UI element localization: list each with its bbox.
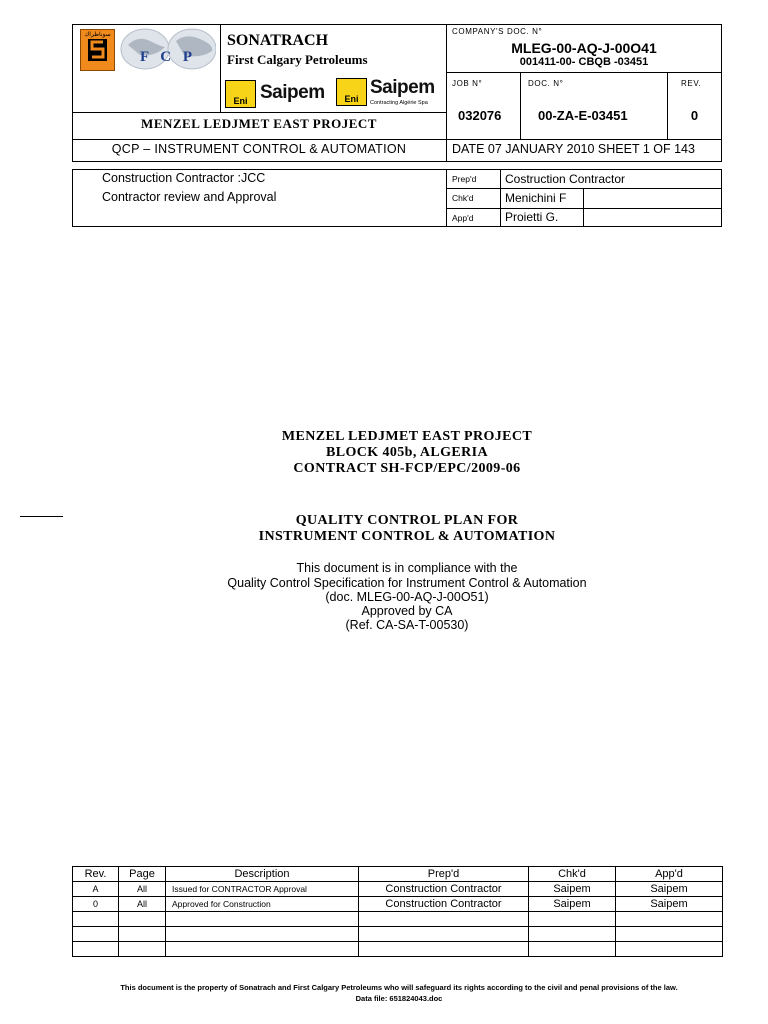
appd-cell — [616, 942, 723, 957]
prepd-value: Costruction Contractor — [505, 172, 626, 186]
compliance-4: Approved by CA — [361, 604, 453, 618]
table-row — [73, 897, 723, 912]
footer-file: Data file: 651824043.doc — [355, 994, 443, 1003]
doc-number: 00-ZA-E-03451 — [538, 108, 628, 123]
sonatrach-logo: سوناطراك — [80, 29, 115, 71]
table-row — [73, 942, 723, 957]
sonatrach-emblem-icon — [88, 39, 107, 61]
prepd-label: Prep'd — [452, 174, 477, 184]
fcp-logo: F C P — [120, 27, 216, 71]
table-row — [73, 912, 723, 927]
page-cell — [119, 912, 166, 927]
rev-cell — [73, 927, 119, 942]
saipem-subtitle: Contracting Algérie Spa — [370, 100, 428, 106]
company-subtitle: First Calgary Petroleums — [227, 52, 368, 67]
prepd-cell — [359, 912, 529, 927]
appd-value: Proietti G. — [505, 210, 559, 224]
footer-notice: This document is the property of Sonatrach and First Calgary Petroleums who will safeguard its rights according to the civil and penal provisions of the law. — [120, 983, 678, 992]
saipem-logo-2: Saipem — [370, 77, 435, 98]
eni-logo-2: Eni — [336, 78, 367, 106]
rev-cell: A — [73, 882, 119, 897]
table-row — [73, 882, 723, 897]
qcp-title: QCP – INSTRUMENT CONTROL & AUTOMATION — [111, 142, 407, 156]
page-cell — [119, 942, 166, 957]
prepd-cell: Construction Contractor — [359, 882, 529, 897]
header-description: Description — [166, 867, 359, 882]
appd-cell — [616, 912, 723, 927]
chkd-cell — [529, 912, 616, 927]
compliance-1: This document is in compliance with the — [296, 561, 518, 575]
job-label: JOB N° — [452, 79, 483, 88]
header-chkd: Chk'd — [529, 867, 616, 882]
appd-label: App'd — [452, 213, 474, 223]
rev-cell: 0 — [73, 897, 119, 912]
job-number: 032076 — [458, 108, 502, 123]
rev-label: REV. — [681, 79, 702, 88]
header-page: Page — [119, 867, 166, 882]
plan-title-1: QUALITY CONTROL PLAN FOR — [295, 513, 519, 528]
header-prepd: Prep'd — [359, 867, 529, 882]
company-doc-number: MLEG-00-AQ-J-00O41 — [511, 40, 657, 56]
chkd-cell — [529, 942, 616, 957]
table-row — [73, 927, 723, 942]
prepd-cell: Construction Contractor — [359, 897, 529, 912]
appd-cell: Saipem — [616, 897, 723, 912]
compliance-3: (doc. MLEG-00-AQ-J-00O51) — [325, 590, 489, 604]
chkd-cell — [529, 927, 616, 942]
page-cell — [119, 927, 166, 942]
rev-cell — [73, 912, 119, 927]
company-doc-subnumber: 001411-00- CBQB -03451 — [519, 56, 649, 68]
page-cell: All — [119, 882, 166, 897]
chkd-cell: Saipem — [529, 882, 616, 897]
prepd-cell — [359, 927, 529, 942]
compliance-2: Quality Control Specification for Instrument Control & Automation — [227, 576, 587, 590]
review-line: Contractor review and Approval — [102, 190, 277, 204]
company-doc-label: COMPANY'S DOC. N° — [452, 27, 543, 36]
title-line-1: MENZEL LEDJMET EAST PROJECT — [281, 429, 533, 444]
project-title: MENZEL LEDJMET EAST PROJECT — [141, 116, 377, 131]
revision-table — [72, 866, 723, 957]
company-name: SONATRACH — [227, 32, 329, 49]
eni-logo-1: Eni — [225, 80, 256, 108]
title-line-2: BLOCK 405b, ALGERIA — [325, 445, 489, 460]
appd-cell — [616, 927, 723, 942]
appd-cell: Saipem — [616, 882, 723, 897]
prepd-cell — [359, 942, 529, 957]
header-rev: Rev. — [73, 867, 119, 882]
title-line-3: CONTRACT SH-FCP/EPC/2009-06 — [293, 461, 521, 476]
doc-label: DOC. N° — [528, 79, 564, 88]
date-sheet: DATE 07 JANUARY 2010 SHEET 1 OF 143 — [452, 142, 695, 156]
chkd-value: Menichini F — [505, 191, 567, 205]
description-cell — [166, 942, 359, 957]
saipem-logo-1: Saipem — [260, 82, 325, 103]
description-cell: Approved for Construction — [166, 897, 359, 912]
description-cell — [166, 927, 359, 942]
margin-mark — [20, 516, 63, 517]
compliance-5: (Ref. CA-SA-T-00530) — [345, 618, 469, 632]
description-cell — [166, 912, 359, 927]
header-appd: App'd — [616, 867, 723, 882]
chkd-label: Chk'd — [452, 193, 474, 203]
rev-cell — [73, 942, 119, 957]
plan-title-2: INSTRUMENT CONTROL & AUTOMATION — [258, 529, 556, 544]
contractor-line: Construction Contractor :JCC — [102, 171, 266, 185]
page-cell: All — [119, 897, 166, 912]
rev-number: 0 — [690, 108, 699, 123]
description-cell: Issued for CONTRACTOR Approval — [166, 882, 359, 897]
revision-header-row — [73, 867, 723, 882]
chkd-cell: Saipem — [529, 897, 616, 912]
